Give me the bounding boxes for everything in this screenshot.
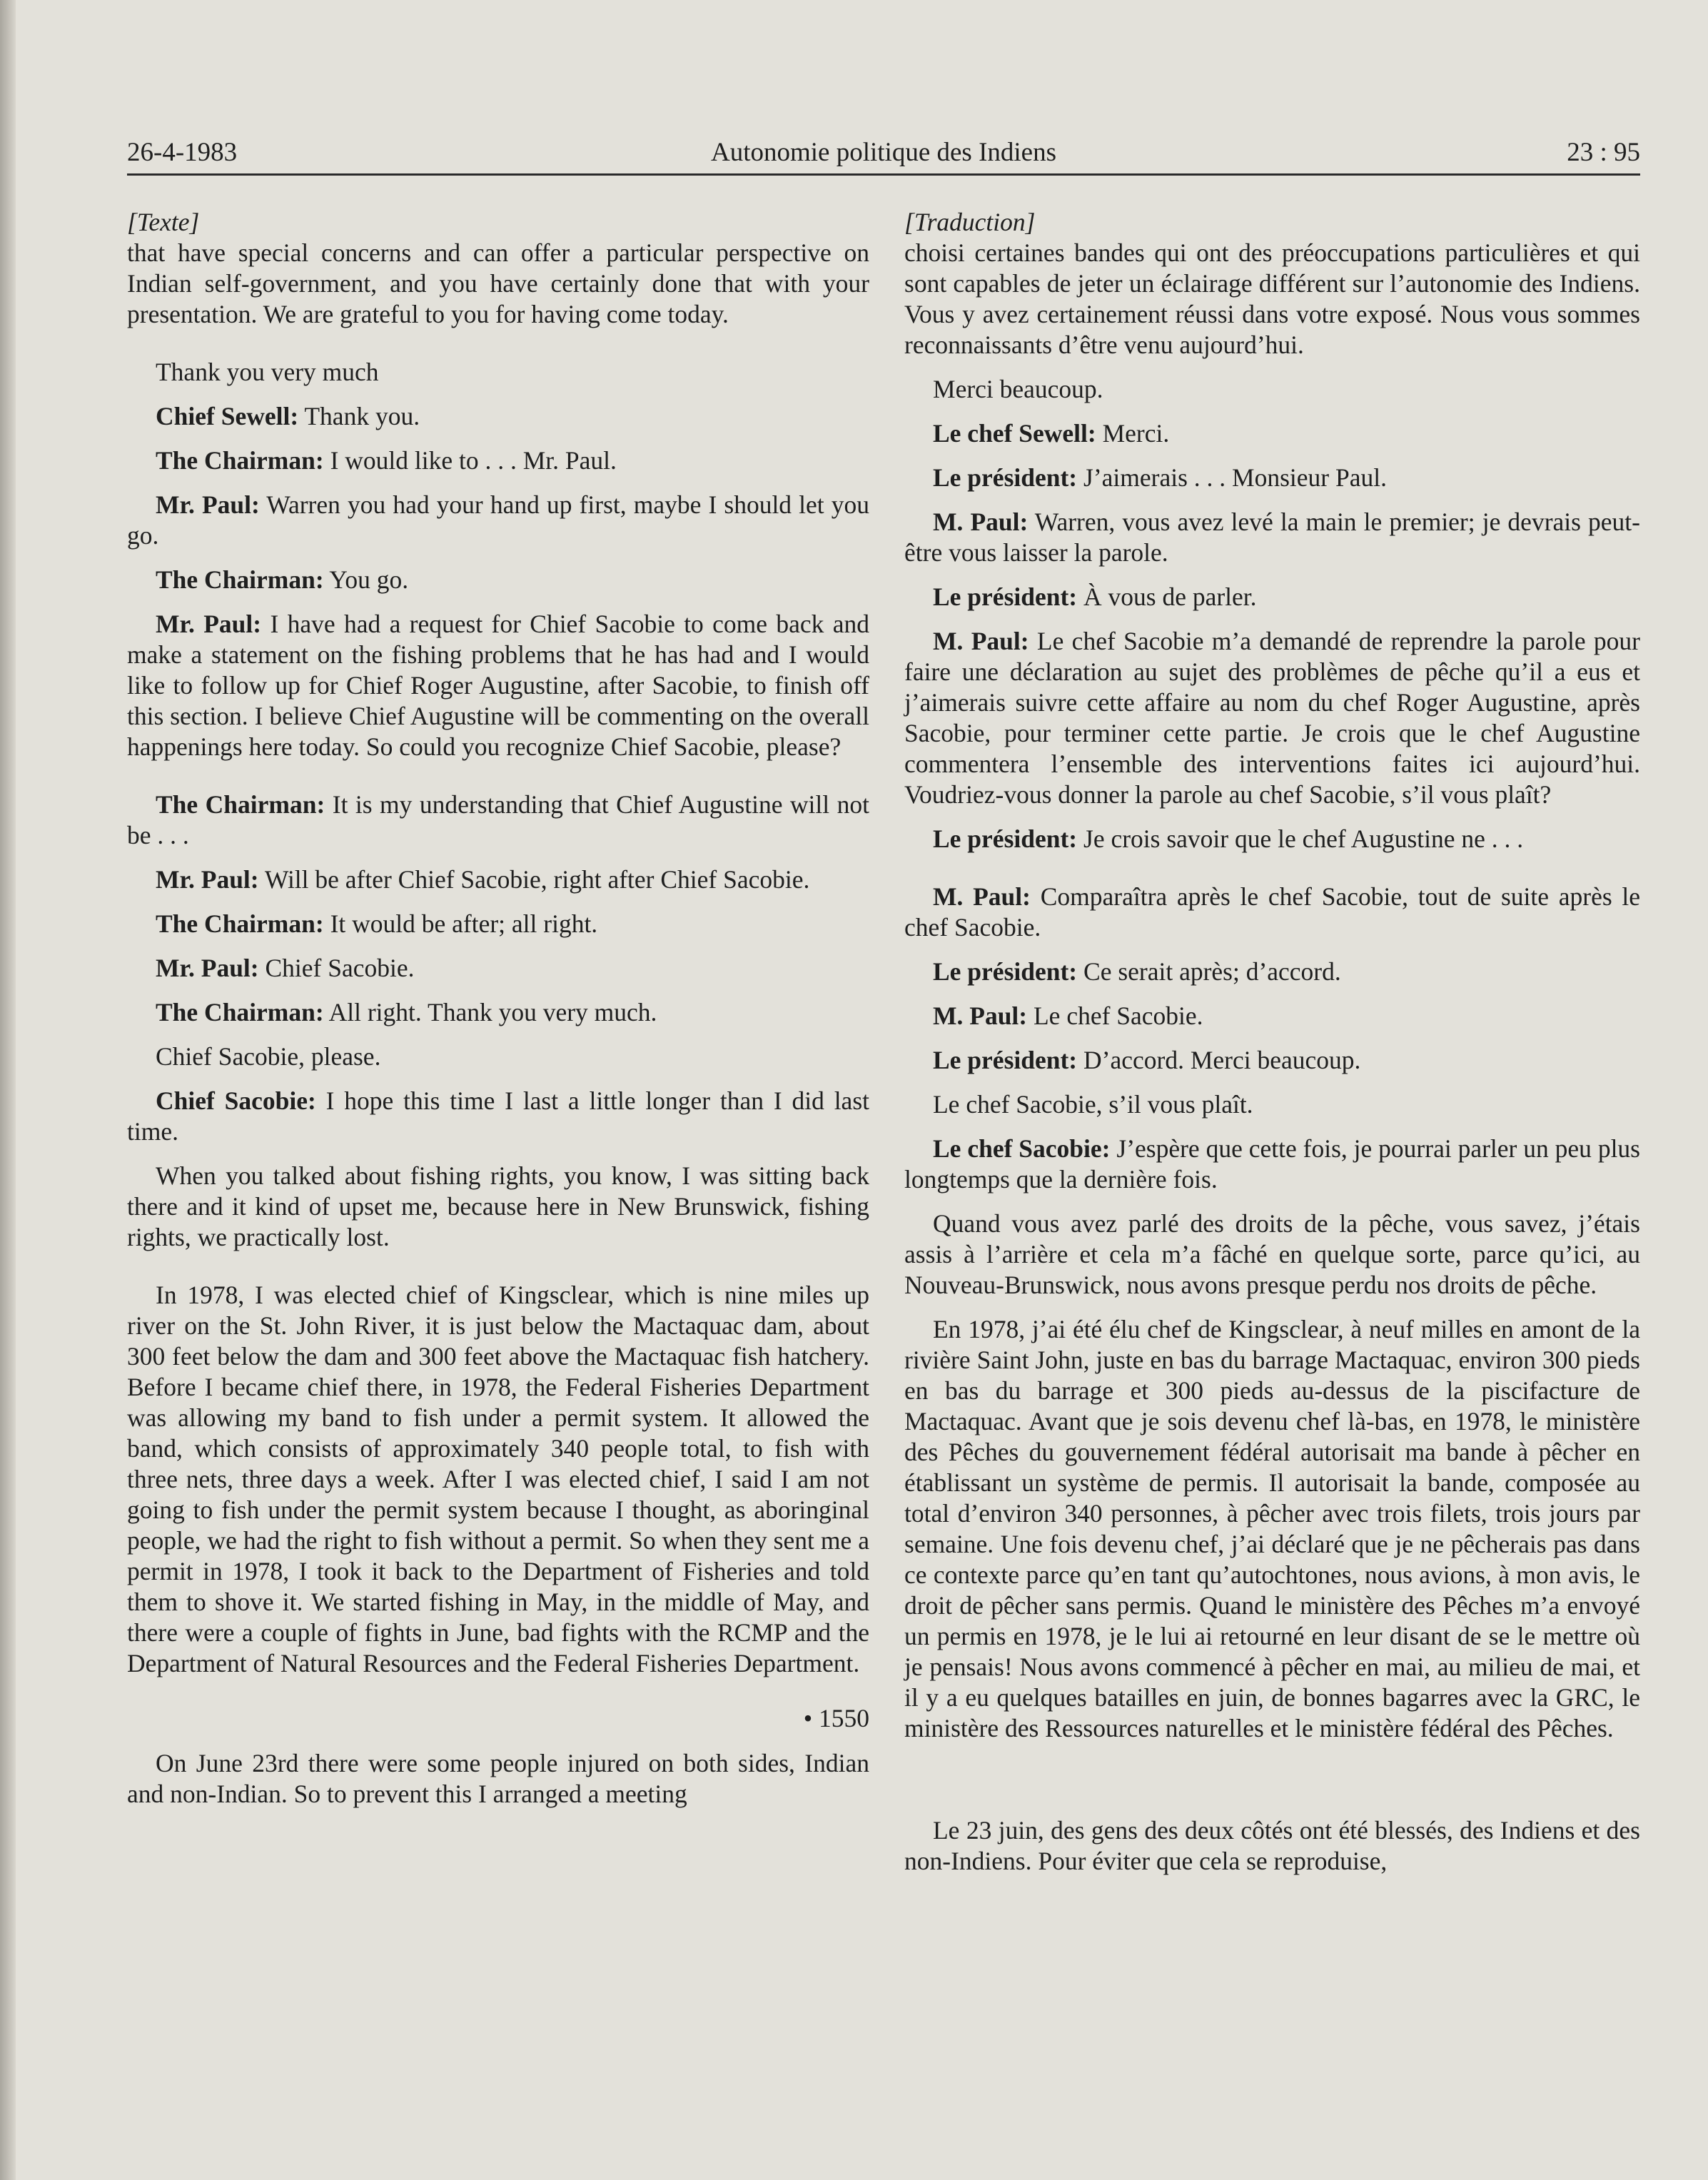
speech-turn — [904, 1001, 1640, 1031]
header-date: 26-4-1983 — [127, 138, 238, 167]
header-page-number: 23 : 95 — [1567, 138, 1640, 167]
speech-text: D’accord. Merci beaucoup. — [1077, 1046, 1361, 1074]
speaker-name: The Chairman: — [156, 790, 325, 819]
speech-turn — [904, 1134, 1640, 1195]
speech-turn — [904, 507, 1640, 568]
speech-turn — [127, 1086, 869, 1147]
speech-text: Le chef Sacobie m’a demandé de reprendre la parole pour faire une déclaration au sujet des problèmes de pêche qu’il a eus et j’aimerais suivre cette affaire au nom du chef Roger Augustine, après Sacobie, pour terminer cette partie. Je crois que le chef Augustine commentera l’ensemble des interventions faites ici aujourd’hui. Voudriez-vous donner la parole au chef Sacobie, s’il vous plaît? — [904, 627, 1640, 809]
speaker-name: Mr. Paul: — [156, 610, 262, 638]
speech-turn — [904, 1045, 1640, 1076]
speaker-name: Mr. Paul: — [156, 865, 259, 894]
speaker-name: Mr. Paul: — [156, 490, 260, 519]
english-column — [127, 207, 869, 1810]
speech-turn — [127, 864, 869, 895]
speech-text: It would be after; all right. — [323, 909, 598, 938]
speech-turn — [904, 626, 1640, 810]
paragraph: When you talked about fishing rights, you know, I was sitting back there and it kind of upset me, because here in New Brunswick, fishing rights, we practically lost. — [127, 1161, 869, 1251]
speaker-name: M. Paul: — [933, 627, 1029, 655]
speech-text: I hope this time I last a little longer than I did last time. — [127, 1086, 869, 1146]
speaker-name: The Chairman: — [156, 446, 324, 475]
speech-text: Will be after Chief Sacobie, right after Chief Sacobie. — [258, 865, 810, 894]
speaker-name: Le président: — [933, 463, 1078, 492]
speech-text: It is my understanding that Chief Augustine will not be . . . — [127, 790, 869, 849]
speech-turn — [127, 565, 869, 595]
speech-text: Je crois savoir que le chef Augustine ne . . . — [1077, 824, 1524, 853]
header-rule — [127, 173, 1640, 176]
paragraph: En 1978, j’ai été élu chef de Kingsclear, à neuf milles en amont de la rivière Saint John, juste en bas du barrage Mactaquac, environ 300 pieds en bas du barrage et 300 pieds au-dessus de la piscifacture de Mactaquac. Avant que je sois devenu chef là-bas, en 1978, le ministère des Pêches du gouvernement fédéral autorisait ma bande à pêcher en établissant un système de permis. Il autorisait la bande, composée au total d’environ 340 personnes, à pêcher avec trois filets, trois jours par semaine. Une fois devenu chef, j’ai déclaré que je ne pêcherais pas dans ce contexte parce qu’en tant qu’autochtones, nous avions, à mon avis, le droit de pêcher sans permis. Quand le ministère des Pêches m’a envoyé un permis en 1978, je le lui ai retourné en leur disant de se le mettre où je pensais! Nous avons commencé à pêcher en mai, au milieu de mai, et il y a eu quelques batailles en juin, de bonnes bagarres avec la GRC, le ministère des Ressources naturelles et le ministère fédéral des Pêches. — [904, 1315, 1640, 1742]
speech-turn — [127, 997, 869, 1028]
speaker-name: Le chef Sacobie: — [933, 1134, 1111, 1163]
speech-text: Ce serait après; d’accord. — [1077, 957, 1341, 986]
section-label-texte: [Texte] — [127, 208, 200, 236]
speech-text: Chief Sacobie. — [258, 954, 415, 982]
paragraph: choisi certaines bandes qui ont des préoccupations particulières et qui sont capables de jeter un éclairage différent sur l’autonomie des Indiens. Vous y avez certainement réussi dans votre exposé. Nous vous sommes reconnaissants d’être venu aujourd’hui. — [904, 238, 1640, 359]
paragraph: In 1978, I was elected chief of Kingsclear, which is nine miles up river on the St. John River, it is just below the Mactaquac dam, about 300 feet below the dam and 300 feet above the Mactaquac fish hatchery. Before I became chief there, in 1978, the Federal Fisheries Department was allowing my band to fish under a permit system. It allowed the band, which consists of approximately 340 people total, to fish with three nets, three days a week. After I was elected chief, I said I am not going to fish under the permit system because I thought, as aboringinal people, we had the right to fish without a permit. So when they sent me a permit in 1978, I took it back to the Department of Fisheries and told them to shove it. We started fishing in May, in the middle of May, and there were a couple of fights in June, bad fights with the RCMP and the Department of Natural Resources and the Federal Fisheries Department. — [127, 1281, 869, 1677]
speech-turn — [904, 957, 1640, 987]
speech-turn — [904, 463, 1640, 493]
paragraph: Merci beaucoup. — [933, 375, 1103, 403]
speaker-name: The Chairman: — [156, 565, 324, 594]
speaker-name: Mr. Paul: — [156, 954, 259, 982]
speech-text: All right. Thank you very much. — [323, 998, 657, 1026]
header-title: Autonomie politique des Indiens — [710, 138, 1057, 167]
paragraph: Chief Sacobie, please. — [156, 1042, 381, 1071]
speech-turn — [127, 609, 869, 762]
running-header — [127, 137, 1640, 170]
speech-text: You go. — [323, 565, 409, 594]
speaker-name: Chief Sewell: — [156, 402, 299, 430]
speaker-name: Le président: — [933, 582, 1078, 611]
speech-turn — [127, 909, 869, 939]
speech-text: Warren you had your hand up first, maybe I should let you go. — [127, 490, 869, 550]
speech-text: I would like to . . . Mr. Paul. — [323, 446, 617, 475]
speech-text: Le chef Sacobie. — [1027, 1001, 1203, 1030]
speaker-name: Le président: — [933, 957, 1078, 986]
speech-turn — [127, 445, 869, 476]
time-marker: • 1550 — [803, 1704, 869, 1732]
paragraph: Thank you very much — [156, 358, 379, 386]
paragraph: Quand vous avez parlé des droits de la pêche, vous savez, j’étais assis à l’arrière et cela m’a fâché en quelque sorte, parce qu’ici, au Nouveau-Brunswick, nous avons presque perdu nos droits de pêche. — [904, 1209, 1640, 1299]
paragraph: that have special concerns and can offer a particular perspective on Indian self-government, and you have certainly done that with your presentation. We are grateful to you for having come today. — [127, 238, 869, 328]
speaker-name: M. Paul: — [933, 1001, 1028, 1030]
french-column — [904, 207, 1640, 1877]
speech-turn — [127, 490, 869, 551]
speech-text: À vous de parler. — [1077, 582, 1257, 611]
speech-text: J’espère que cette fois, je pourrai parler un peu plus longtemps que la dernière fois. — [904, 1134, 1640, 1194]
section-label-traduction: [Traduction] — [904, 208, 1036, 236]
speech-text: J’aimerais . . . Monsieur Paul. — [1077, 463, 1387, 492]
speech-turn — [127, 789, 869, 851]
speech-text: Comparaîtra après le chef Sacobie, tout de suite après le chef Sacobie. — [904, 882, 1641, 942]
speech-turn — [904, 824, 1640, 854]
speech-turn — [127, 953, 869, 984]
speaker-name: M. Paul: — [933, 508, 1029, 536]
speech-text: Thank you. — [298, 402, 420, 430]
speaker-name: Le président: — [933, 824, 1078, 853]
speech-turn — [904, 582, 1640, 612]
speech-turn — [904, 418, 1640, 449]
binding-shadow — [0, 0, 16, 2180]
paragraph: Le chef Sacobie, s’il vous plaît. — [933, 1090, 1253, 1119]
speaker-name: The Chairman: — [156, 909, 324, 938]
speaker-name: Chief Sacobie: — [156, 1086, 316, 1115]
speaker-name: Le président: — [933, 1046, 1078, 1074]
speaker-name: The Chairman: — [156, 998, 324, 1026]
paragraph: On June 23rd there were some people injured on both sides, Indian and non-Indian. So to prevent this I arranged a meeting — [127, 1749, 869, 1808]
paragraph: Le 23 juin, des gens des deux côtés ont été blessés, des Indiens et des non-Indiens. Pour éviter que cela se reproduise, — [904, 1816, 1640, 1875]
speech-text: Warren, vous avez levé la main le premier; je devrais peut-être vous laisser la parole. — [904, 508, 1640, 567]
speech-turn — [904, 882, 1640, 943]
speaker-name: Le chef Sewell: — [933, 419, 1096, 448]
speech-turn — [127, 401, 869, 432]
speech-text: Merci. — [1096, 419, 1170, 448]
speech-text: I have had a request for Chief Sacobie to come back and make a statement on the fishing problems that he has had and I would like to follow up for Chief Roger Augustine, after Sacobie, to finish off this section. I believe Chief Augustine will be commenting on the overall happenings here today. So could you recognize Chief Sacobie, please? — [127, 610, 869, 761]
speaker-name: M. Paul: — [933, 882, 1031, 911]
